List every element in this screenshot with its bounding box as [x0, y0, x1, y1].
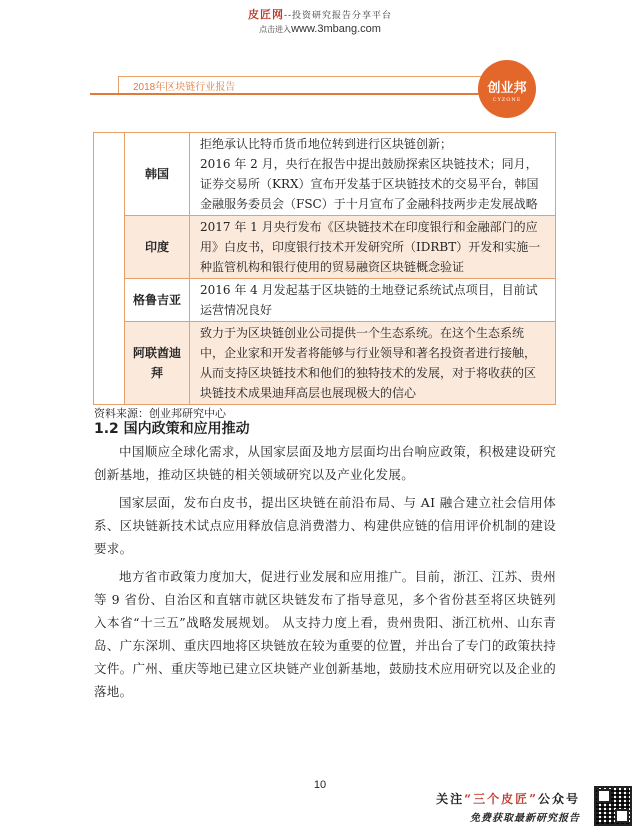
footer-slogan: 免费获取最新研究报告	[470, 813, 580, 824]
top-brand	[0, 6, 640, 35]
logo-subtext: CYZONE	[492, 97, 522, 103]
country-name: 印度	[125, 216, 190, 279]
country-name: 阿联酋迪拜	[125, 322, 190, 405]
brand-url[interactable]: www.3mbang.com	[291, 23, 381, 35]
follow-line	[430, 790, 580, 807]
country-description	[190, 279, 556, 322]
brand-line	[0, 6, 640, 22]
country-description	[190, 133, 556, 216]
cyzone-logo	[478, 60, 536, 118]
follow-pre: 关注	[436, 792, 465, 806]
country-policy-table	[93, 132, 556, 405]
body-paragraph: 地方省市政策力度加大，促进行业发展和应用推广。目前，浙江、江苏、贵州等 9 省份、自治区和直辖市就区块链发布了指导意见，多个省份甚至将区块链列入本省“十三五”战略发展规划。 从支持力度上看，贵州贵阳、浙江杭州、山东青岛、广东深圳、重庆四地将区块链放在较为重要的位置，并出台了专门的政策扶持文件。广州、重庆等地已建立区块链产业创新基地，鼓励技术应用研究以及企业的落地。	[94, 569, 556, 699]
page-number: 10	[313, 779, 327, 791]
body-paragraph: 国家层面，发布白皮书，提出区块链在前沿布局、与 AI 融合建立社会信用体系、区块链新技术试点应用释放信息消费潜力、构建供应链的信用评价机制的建设要求。	[94, 495, 556, 556]
table-region-cell	[94, 133, 125, 405]
report-header-title: 2018年区块链行业报告	[133, 82, 236, 93]
logo-text: 创业邦	[487, 80, 527, 95]
description-line: 致力于为区块链创业公司提供一个生态系统。在这个生态系统中，企业家和开发者将能够与行业领导和著名投资者进行接触，从而支持区块链技术和他们的独特技术的发展，对于将收获的区块链技术成果迪拜高层也展现极大的信心	[200, 326, 537, 400]
table-row	[94, 279, 556, 322]
table-row	[94, 133, 556, 216]
brand-url-line[interactable]	[0, 23, 640, 35]
description-line: 2017 年 1 月央行发布《区块链技术在印度银行和金融部门的应用》白皮书，印度银行技术开发研究所（IDRBT）开发和实施一种监管机构和银行使用的贸易融资区块链概念验证	[200, 220, 541, 274]
description-line: 2016 年 4 月发起基于区块链的土地登记系统试点项目，目前试运营情况良好	[200, 283, 538, 317]
table-row	[94, 322, 556, 405]
country-name: 格鲁吉亚	[125, 279, 190, 322]
table-row	[94, 216, 556, 279]
country-description	[190, 322, 556, 405]
section-title: 1.2 国内政策和应用推动	[94, 421, 250, 437]
qr-code-icon[interactable]	[594, 786, 632, 826]
section-body	[94, 440, 556, 708]
header-divider	[90, 93, 530, 95]
description-line: 拒绝承认比特币货币地位转到进行区块链创新；	[200, 137, 453, 151]
brand-url-prefix: 点击进入	[259, 25, 292, 34]
follow-post: 公众号	[537, 792, 580, 806]
table-source: 资料来源：创业邦研究中心	[94, 407, 226, 420]
country-name: 韩国	[125, 133, 190, 216]
description-line: 2016 年 2 月，央行在报告中提出鼓励探索区块链技术；同月，证券交易所（KRX）宣布开发基于区块链技术的交易平台，韩国金融服务委员会（FSC）于十月宣布了金融科技两步走发展战略	[200, 157, 539, 211]
body-paragraph: 中国顺应全球化需求，从国家层面及地方层面均出台响应政策，积极建设研究创新基地，推动区块链的相关领域研究以及产业化发展。	[94, 444, 556, 482]
country-description	[190, 216, 556, 279]
brand-tagline: --投资研究报告分享平台	[283, 11, 393, 21]
footer-promo	[430, 790, 580, 824]
brand-name: 皮匠网	[247, 8, 284, 21]
follow-highlight: “三个皮匠”	[464, 792, 538, 806]
